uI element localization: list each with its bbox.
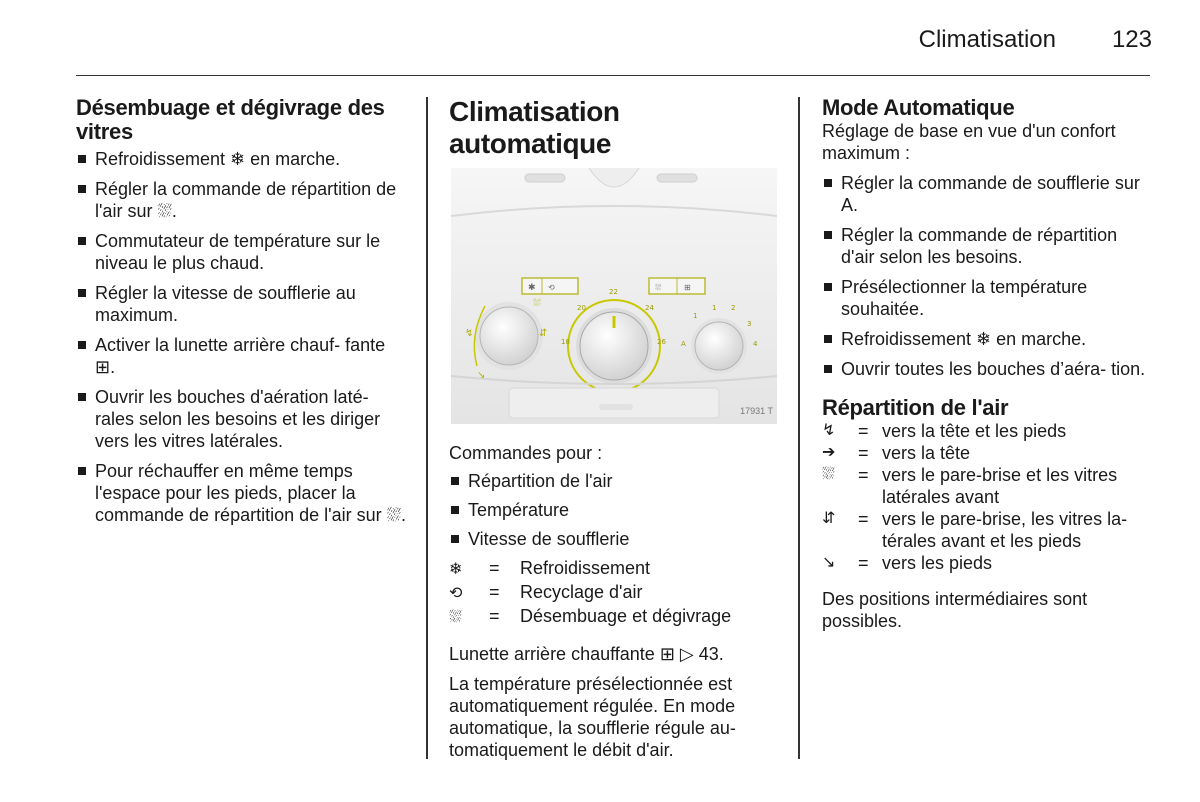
snowflake-icon: ❄ (449, 561, 463, 578)
svg-text:3: 3 (747, 320, 752, 328)
svg-text:22: 22 (609, 288, 618, 296)
list-item: Régler la commande de soufflerie sur A. (822, 172, 1152, 216)
distrib-heading: Répartition de l'air (822, 395, 1009, 420)
right-column (822, 96, 1152, 632)
svg-text:⟲: ⟲ (548, 283, 555, 292)
list-item: Ouvrir toutes les bouches d’aéra- tion. (822, 358, 1152, 380)
list-item: Répartition de l'air (449, 470, 779, 492)
svg-text:✱: ✱ (528, 283, 536, 293)
list-item: Régler la vitesse de soufflerie au maximum. (76, 282, 410, 326)
list-item: Température (449, 499, 779, 521)
list-item: Présélectionner la température souhaitée. (822, 276, 1152, 320)
distrib-row: ⛆ = vers le pare-brise et les vitres latérales avant (822, 465, 1118, 507)
list-item: Refroidissement ❄ en marche. (822, 328, 1152, 350)
list-item: Régler la commande de répartition de l'air sur ⛆. (76, 178, 410, 222)
svg-text:2: 2 (731, 304, 736, 312)
list-item: Vitesse de soufflerie (449, 528, 779, 550)
head-icon: ➔ (822, 444, 836, 461)
mode-list (822, 172, 1152, 380)
distrib-legend (822, 420, 1152, 574)
column-divider-2 (798, 97, 800, 759)
controls-list (449, 470, 779, 550)
distrib-row: ↘ = vers les pieds (822, 553, 993, 573)
climate-panel-illustration (449, 166, 779, 426)
header-divider (76, 75, 1150, 76)
section-title: Climatisation automatique (449, 96, 620, 159)
symbol-legend (449, 557, 779, 629)
head-feet-icon: ↯ (822, 422, 836, 439)
page-number: 123 (1111, 26, 1152, 53)
svg-text:4: 4 (753, 340, 758, 348)
svg-text:20: 20 (577, 304, 586, 312)
left-column (76, 96, 410, 534)
list-item: Activer la lunette arrière chauf- fante ⊞. (76, 334, 410, 378)
svg-text:⊞: ⊞ (684, 283, 691, 292)
svg-text:26: 26 (657, 338, 666, 346)
distrib-row: ➔ = vers la tête (822, 443, 971, 463)
list-item: Pour réchauffer en même temps l'espace pour les pieds, placer la commande de répartition de l'air sur ⛆. (76, 460, 410, 526)
left-list (76, 148, 410, 526)
svg-text:↯: ↯ (465, 328, 474, 339)
middle-column (449, 96, 779, 761)
mode-intro: Réglage de base en vue d'un confort maximum : (822, 121, 1116, 163)
svg-text:1: 1 (712, 304, 717, 312)
svg-text:A: A (681, 340, 686, 348)
recirculation-icon: ⟲ (449, 585, 463, 602)
svg-text:24: 24 (645, 304, 654, 312)
svg-text:↘: ↘ (477, 370, 486, 381)
list-item: Ouvrir les bouches d'aération laté- rales selon les besoins et les diriger vers les vitres latérales. (76, 386, 410, 452)
mode-heading: Mode Automatique (822, 95, 1015, 120)
symbol-row: ⟲ = Recyclage d'air (449, 581, 779, 605)
figure-number: 17931 T (740, 406, 773, 416)
svg-text:⛆: ⛆ (655, 283, 662, 292)
windshield-feet-icon: ⇵ (822, 510, 836, 527)
svg-text:⇵: ⇵ (539, 328, 548, 339)
feet-icon: ↘ (822, 554, 836, 571)
svg-text:18: 18 (561, 338, 570, 346)
closing-note: Des positions intermédiaires sont possibles. (822, 589, 1088, 631)
auto-paragraph: La température présélectionnée est automatiquement régulée. En mode automatique, la soufflerie régule au- tomatiquement le débit d'air. (449, 674, 736, 760)
svg-text:⛆: ⛆ (533, 298, 541, 309)
climate-panel-figure (449, 166, 779, 426)
distrib-row: ↯ = vers la tête et les pieds (822, 421, 1067, 441)
column-divider-1 (426, 97, 428, 759)
symbol-row: ⛆ = Désembuage et dégivrage (449, 605, 779, 629)
header-title: Climatisation (918, 26, 1056, 53)
controls-intro: Commandes pour : (449, 443, 603, 463)
symbol-row: ❄ = Refroidissement (449, 557, 779, 581)
rear-window-text: Lunette arrière chauffante ⊞ ▷ 43. (449, 644, 724, 664)
windshield-icon: ⛆ (822, 466, 835, 483)
left-heading: Désembuage et dégivrage des vitres (76, 95, 385, 144)
defrost-icon: ⛆ (449, 609, 462, 626)
list-item: Refroidissement ❄ en marche. (76, 148, 410, 170)
svg-text:1: 1 (693, 312, 698, 320)
list-item: Commutateur de température sur le niveau le plus chaud. (76, 230, 410, 274)
distrib-row: ⇵ = vers le pare-brise, les vitres la- térales avant et les pieds (822, 509, 1128, 551)
list-item: Régler la commande de répartition d'air selon les besoins. (822, 224, 1152, 268)
